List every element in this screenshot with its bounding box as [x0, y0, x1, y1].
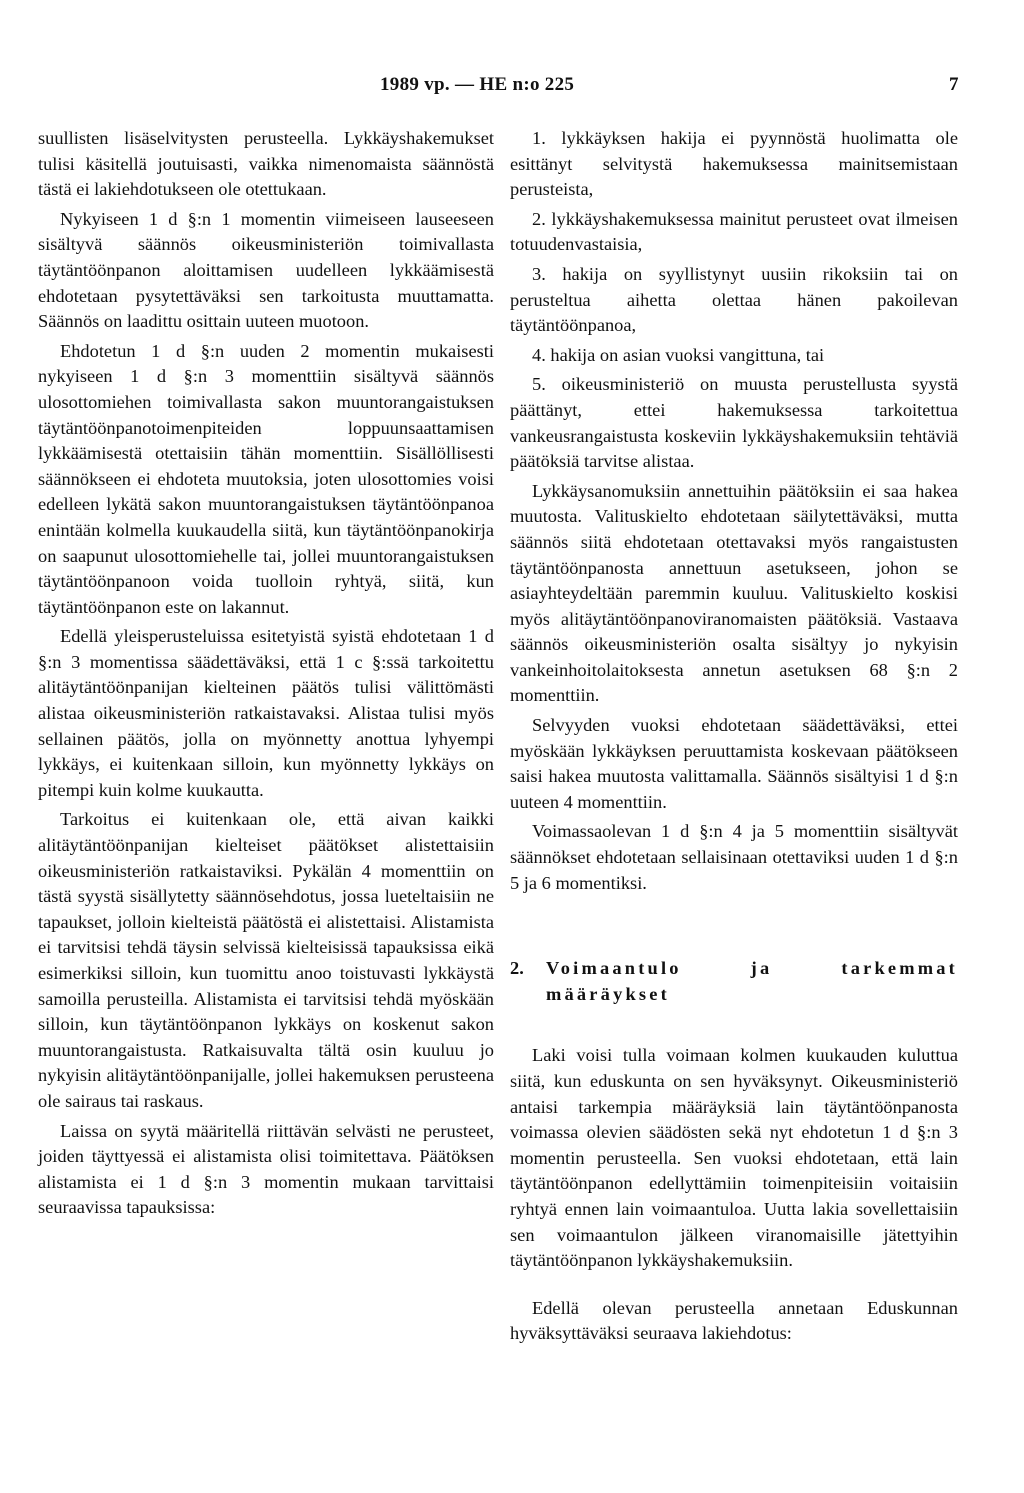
paragraph: Voimassaolevan 1 d §:n 4 ja 5 momenttiin sisältyvät säännökset ehdotetaan sellaisinaan otettaviksi uuden 1 d §:n 5 ja 6 momentiksi.: [510, 821, 958, 893]
right-column: [510, 126, 958, 1351]
paragraph: Tarkoitus ei kuitenkaan ole, että aivan kaikki alitäytäntöönpanijan kielteiset päätökset alistettaisiin oikeusministeriön ratkaistaviksi. Pykälän 4 momenttiin on tästä syystä sisällytetty säännösehdotus, jossa lueteltaisiin ne tapaukset, jolloin kielteistä päätöstä ei alistettaisi. Alistamista ei tarvitsisi tehdä täysin selvissä kielteisissä tapauksissa eikä esimerkiksi silloin, kun tuomittu anoo toistuvasti lykkäystä samoilla perusteilla. Alistamista ei tarvitsisi tehdä myöskään silloin, kun täytäntöönpanon lykkäys on koskenut sakon muuntorangaistusta. Ratkaisuvalta tältä osin kuuluu jo nykyisin alitäytäntöönpanijalle, jollei hakemuksen perusteena ole sairaus tai raskaus.: [38, 809, 494, 1111]
paragraph: Nykyiseen 1 d §:n 1 momentin viimeiseen lauseeseen sisältyvä säännös oikeusministeriön toimivallasta täytäntöönpanon aloittamisen uudelleen lykkäämisestä ehdotetaan pysytettäväksi sen tarkoitusta muuttamatta. Säännös on laadittu osittain uuteen muotoon.: [38, 208, 494, 332]
section-heading-number: 2.: [510, 958, 524, 979]
list-item: 1. lykkäyksen hakija ei pyynnöstä huolimatta ole esittänyt selvitystä hakemuksessa mainitsemistaan perusteista,: [510, 128, 958, 200]
paragraph: Laissa on syytä määritellä riittävän selvästi ne perusteet, joiden täyttyessä ei alistamista olisi toimitettava. Päätöksen alistamista ei 1 d §:n 3 momentin mukaan tarvittaisi seuraavissa tapauksissa:: [38, 1120, 494, 1218]
paragraph: Selvyyden vuoksi ehdotetaan säädettäväksi, ettei myöskään lykkäyksen peruuttamista koskevaan päätökseen saisi hakea muutosta valittamalla. Säännös sisältyisi 1 d §:n uuteen 4 momenttiin.: [510, 715, 958, 812]
spacer: [510, 1278, 958, 1296]
header-title: 1989 vp. — HE n:o 225: [380, 74, 575, 95]
paragraph: Ehdotetun 1 d §:n uuden 2 momentin mukaisesti nykyiseen 1 d §:n 3 momenttiin sisältyvä säännös ulosottomiehen toimivallasta sakon muuntorangaistuksen täytäntöönpanotoimenpiteiden loppuunsaattamisen lykkäämisestä otettaisiin tähän momenttiin. Sisällöllisesti säännökseen ei ehdoteta muutoksia, joten ulosottomies voisi edelleen lykätä sakon muuntorangaistuksen täytäntöönpanoa enintään kolmella kuukaudella siitä, kun täytäntöönpanokirja on saapunut ulosottomiehelle tai, jollei muuntorangaistuksen täytäntöönpanoon voida tuolloin ryhtyä, siitä, kun täytäntöönpanon este on lakannut.: [38, 340, 494, 617]
page-number: 7: [949, 74, 959, 95]
list-item: 5. oikeusministeriö on muusta perustellusta syystä päättänyt, ettei hakemuksessa tarkoitettua vankeusrangaistusta koskeviin lykkäyshakemuksiin tehtäviä päätöksiä tarvitse alistaa.: [510, 374, 958, 472]
closing-paragraph: Edellä olevan perusteella annetaan Eduskunnan hyväksyttäväksi seuraava lakiehdotus:: [510, 1297, 958, 1344]
left-column: [38, 126, 494, 1225]
section-heading-text: Voimaantulo ja tarkemmat määräykset: [546, 958, 958, 1004]
list-item: 4. hakija on asian vuoksi vangittuna, tai: [532, 344, 825, 365]
list-item: 3. hakija on syyllistynyt uusiin rikoksiin tai on perusteltua aihetta olettaa hänen pakoilevan täytäntöönpanoa,: [510, 263, 958, 336]
paragraph: Edellä yleisperusteluissa esitetyistä syistä ehdotetaan 1 d §:n 3 momentissa säädettäväksi, että 1 c §:ssä tarkoitettu alitäytäntöönpanijan kielteinen päätös tulisi välittömästi alistaa oikeusministeriön ratkaistavaksi. Alistaa tulisi myös sellainen päätös, jolla on myönnetty anottua lyhyempi lykkäys, ei kuitenkaan silloin, kun myönnetty lykkäys on pitempi kuin kolme kuukautta.: [38, 626, 494, 800]
paragraph: suullisten lisäselvitysten perusteella. Lykkäyshakemukset tulisi käsitellä joutuisasti, vaikka nimenomaista säännöstä tästä ei lakiehdotukseen ole otettukaan.: [38, 128, 494, 200]
page-header: [0, 74, 1024, 102]
section-heading: [510, 956, 958, 1007]
paragraph: Lykkäysanomuksiin annettuihin päätöksiin ei saa hakea muutosta. Valituskielto ehdotetaan säilytettäväksi, mutta säännös siitä ehdotetaan otettavaksi myös rangaistusten täytäntöönpanosta annettuun asetukseen, johon se asiayhteydeltään paremmin kuuluu. Valituskielto koskisi myös alitäytäntöönpanoviranomaisten päätöksiä. Vastaava säännös oikeusministeriön osalta sisältyy jo nykyisin vankeinhoitolaitoksesta annetun asetuksen 68 §:n 2 momenttiin.: [510, 480, 958, 706]
list-item: 2. lykkäyshakemuksessa mainitut perusteet ovat ilmeisen totuudenvastaisia,: [510, 208, 958, 255]
paragraph: Laki voisi tulla voimaan kolmen kuukauden kuluttua siitä, kun eduskunta on sen hyväksynyt. Oikeusministeriö antaisi tarkempia määräyksiä lain täytäntöönpanosta voimassa olevien säädösten sekä nyt ehdotetun 1 d §:n 3 momentin perusteella. Sen vuoksi ehdotetaan, että lain täytäntöönpanon edellyttämiin toimenpiteisiin voitaisiin ryhtyä ennen lain voimaantuloa. Uutta lakia sovellettaisiin sen voimaantulon jälkeen viranomaisille jätettyihin täytäntöönpanon lykkäyshakemuksiin.: [510, 1045, 958, 1271]
